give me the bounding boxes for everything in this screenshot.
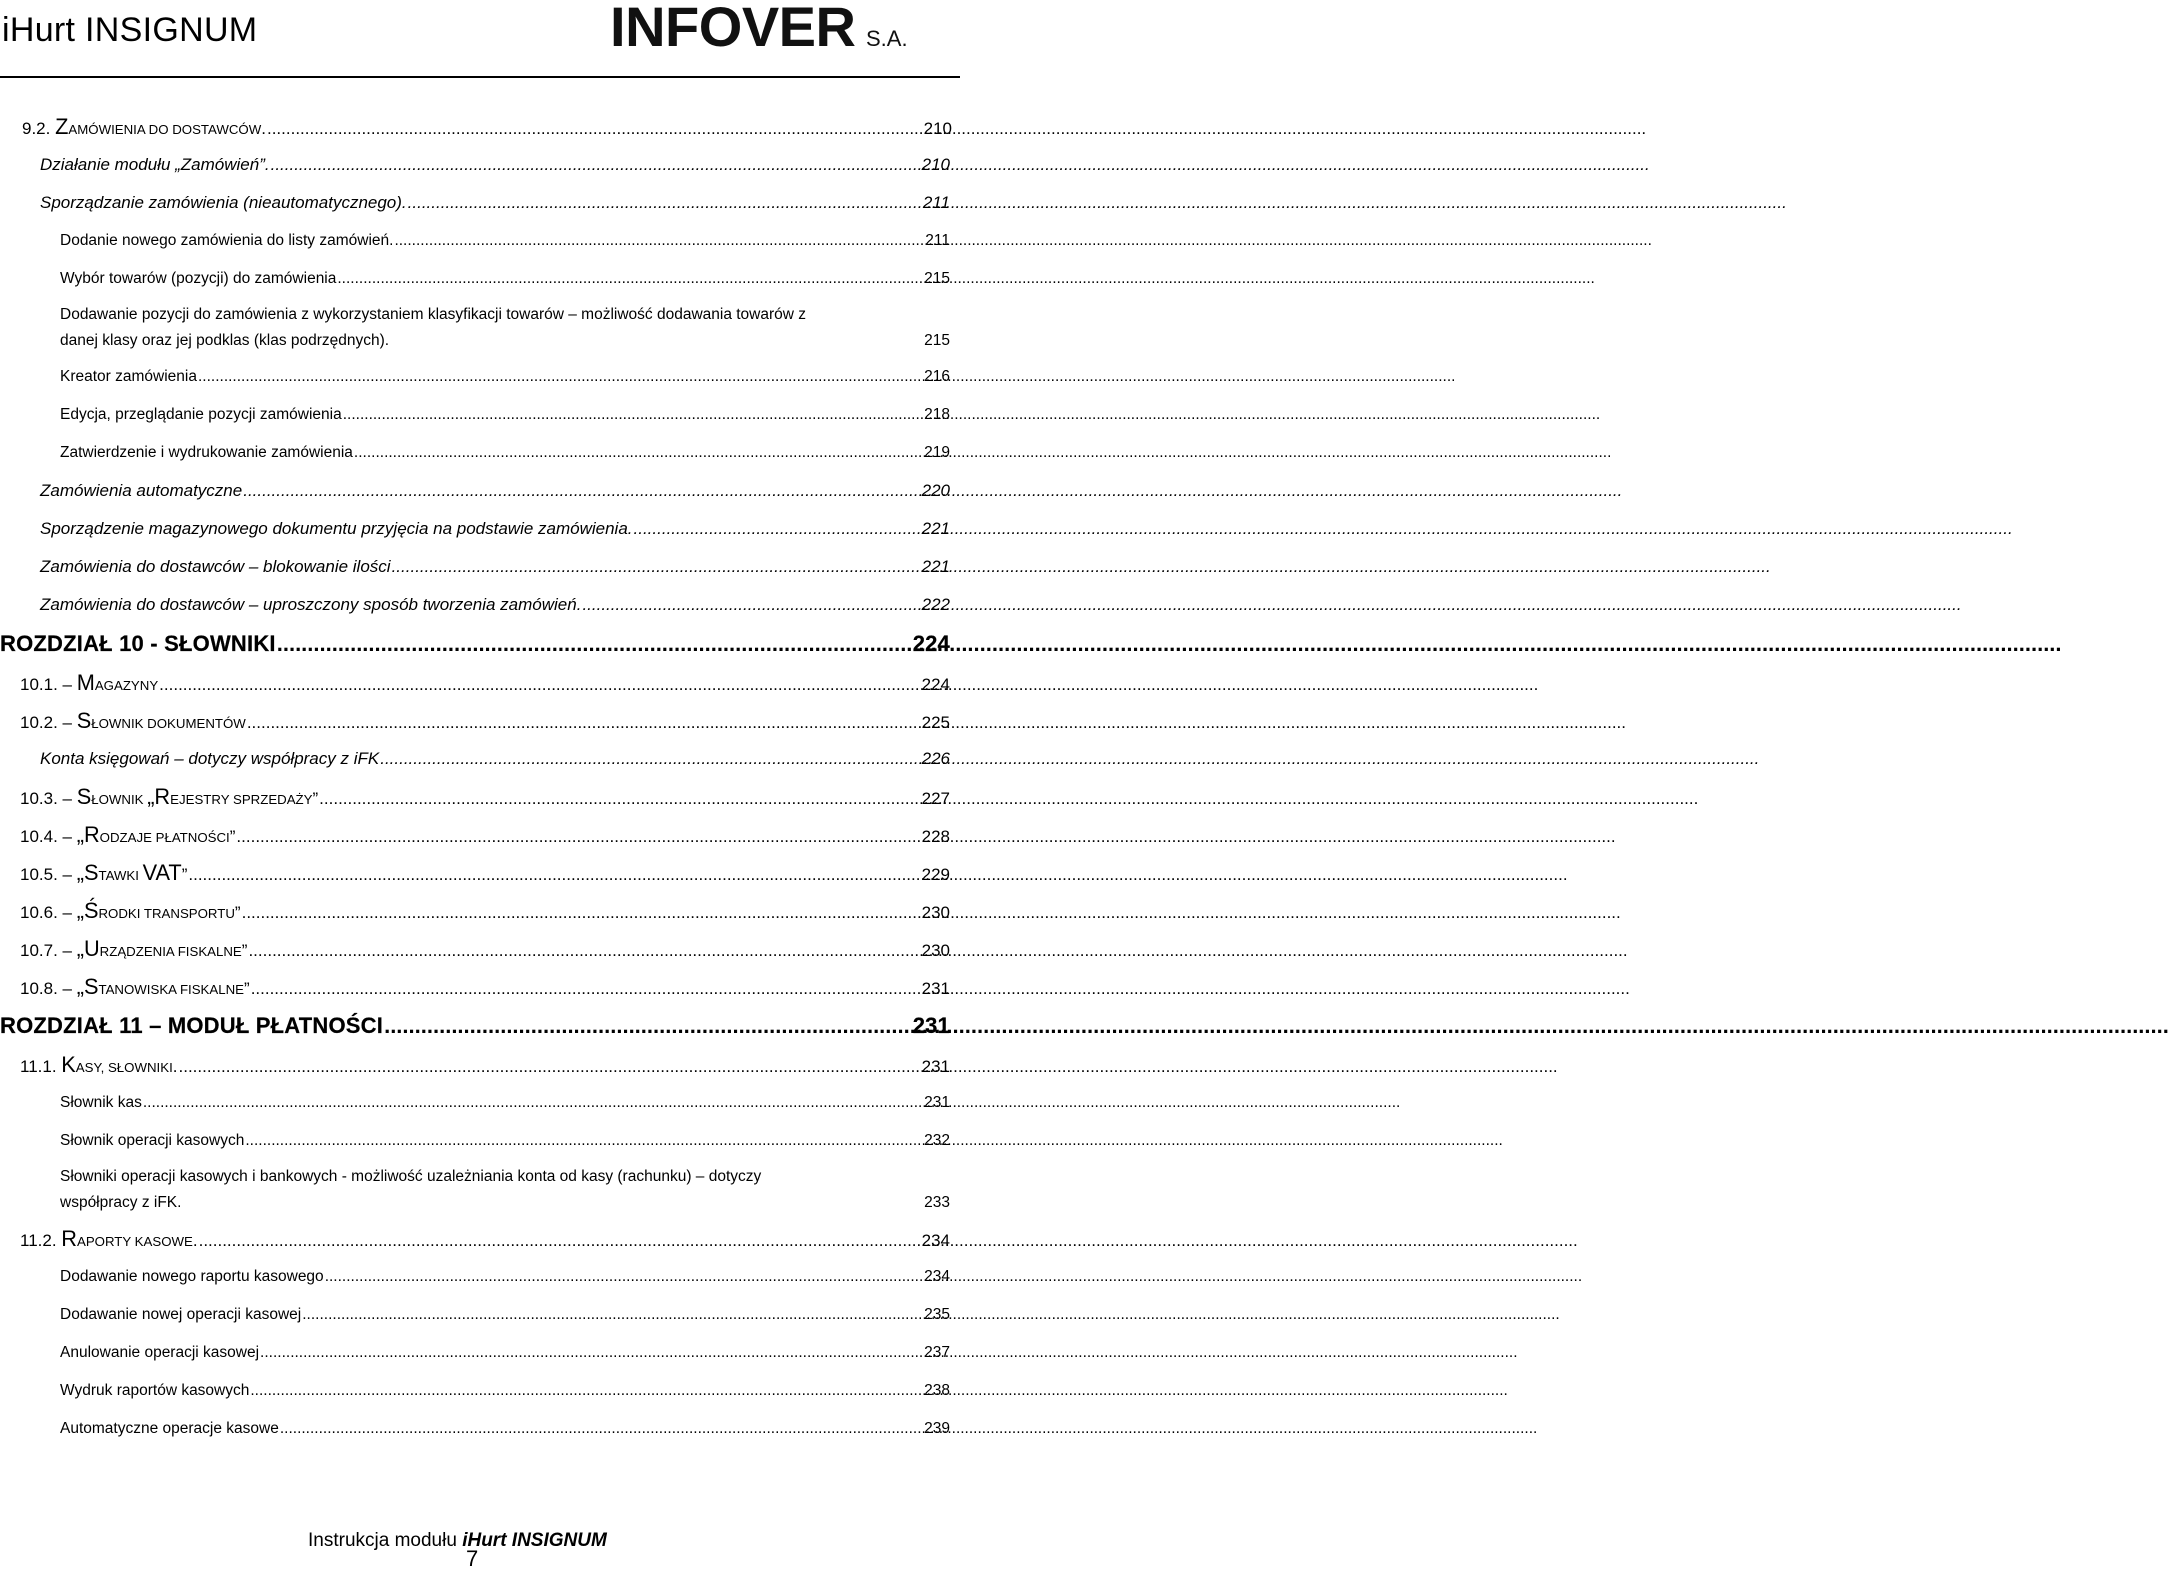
toc-entry[interactable]: Konta księgowań – dotyczy współpracy z iFK ..... 226	[40, 740, 950, 778]
logo-suffix: S.A.	[866, 26, 908, 51]
toc-entry[interactable]: Działanie modułu „Zamówień”. ..... 210	[40, 146, 950, 184]
page-ref: 224	[912, 631, 950, 656]
toc-chapter-11[interactable]: ROZDZIAŁ 11 – MODUŁ PŁATNOŚCI ..... 231	[0, 1006, 950, 1046]
leader-dots	[634, 510, 921, 548]
leader-dots	[248, 932, 920, 970]
toc-entry-multiline[interactable]: Dodawanie pozycji do zamówienia z wykorzystaniem klasyfikacji towarów – możliwość dodawania towarów z danej klasy oraz jej podklas (klas podrzędnych). 215	[60, 298, 950, 358]
toc-entry[interactable]: Kreator zamówienia ..... 216	[60, 358, 950, 396]
page-ref: 234	[921, 1231, 950, 1250]
toc-entry[interactable]: Zamówienia do dostawców – uproszczony sposób tworzenia zamówień. ..... 222	[40, 586, 950, 624]
page-ref: 231	[924, 1094, 950, 1111]
toc-entry-11-1[interactable]: 11.1. KASY, SŁOWNIKI. ..... 231	[20, 1046, 950, 1084]
leader-dots	[354, 434, 923, 472]
leader-dots	[277, 624, 912, 664]
leader-dots	[250, 1372, 923, 1410]
toc-entry[interactable]: Zatwierdzenie i wydrukowanie zamówienia ..... 219	[60, 434, 950, 472]
toc-entry-10-4[interactable]: 10.4. – „RODZAJE PŁATNOŚCI” ..... 228	[20, 816, 950, 854]
leader-dots	[408, 184, 922, 222]
leader-dots	[384, 1006, 912, 1046]
leader-dots	[251, 970, 921, 1008]
leader-dots	[302, 1296, 923, 1334]
page-ref: 216	[924, 368, 950, 385]
page-ref: 231	[921, 979, 950, 998]
page-ref: 219	[924, 444, 950, 461]
toc-entry-10-2[interactable]: 10.2. – SŁOWNIK DOKUMENTÓW ..... 225	[20, 702, 950, 740]
infover-logo	[610, 0, 955, 60]
page-ref: 228	[921, 827, 950, 846]
page-ref: 215	[924, 270, 950, 287]
toc-entry-10-3[interactable]: 10.3. – SŁOWNIK „REJESTRY SPRZEDAŻY” ..... 227	[20, 778, 950, 816]
toc-entry[interactable]: Sporządzanie zamówienia (nieautomatycznego). ..... 211	[40, 184, 950, 222]
page-ref: 220	[921, 481, 950, 500]
page-ref: 231	[912, 1013, 950, 1038]
header-rule	[0, 76, 960, 78]
toc-entry[interactable]: Dodanie nowego zamówienia do listy zamówień. ..... 211	[60, 222, 950, 260]
page-ref: 239	[924, 1420, 950, 1437]
page-ref: 233	[924, 1194, 950, 1211]
footer-product: iHurt INSIGNUM	[462, 1530, 607, 1551]
leader-dots	[394, 222, 924, 260]
leader-dots	[159, 666, 920, 704]
leader-dots	[247, 704, 921, 742]
page-ref: 225	[921, 713, 950, 732]
page-ref: 227	[921, 789, 950, 808]
page-ref: 215	[924, 332, 950, 349]
leader-dots	[392, 548, 921, 586]
toc-entry-10-7[interactable]: 10.7. – „URZĄDZENIA FISKALNE” ..... 230	[20, 930, 950, 968]
leader-dots	[271, 146, 921, 184]
toc-entry[interactable]: Wydruk raportów kasowych ..... 238	[60, 1372, 950, 1410]
page-ref: 229	[921, 865, 950, 884]
table-of-contents	[0, 108, 960, 1448]
leader-dots	[337, 260, 923, 298]
page-number: 7	[466, 1546, 479, 1571]
leader-dots	[260, 1334, 923, 1372]
toc-entry[interactable]: Automatyczne operacje kasowe ..... 239	[60, 1410, 950, 1448]
toc-entry-multiline[interactable]: Słowniki operacji kasowych i bankowych - możliwość uzależniania konta od kasy (rachunku) – dotyczy współpracy z iFK. 233	[60, 1160, 950, 1220]
toc-entry[interactable]: Sporządzenie magazynowego dokumentu przyjęcia na podstawie zamówienia. ..... 221	[40, 510, 950, 548]
page-ref: 230	[921, 903, 950, 922]
page-ref: 221	[921, 519, 950, 538]
leader-dots	[236, 818, 920, 856]
page-ref: 238	[924, 1382, 950, 1399]
toc-entry[interactable]: Dodawanie nowej operacji kasowej ..... 235	[60, 1296, 950, 1334]
toc-entry-11-2[interactable]: 11.2. RAPORTY KASOWE. ..... 234	[20, 1220, 950, 1258]
leader-dots	[245, 1122, 923, 1160]
toc-entry-9-2[interactable]: 9.2. ZAMÓWIENIA DO DOSTAWCÓW. ..... 210	[22, 108, 952, 146]
toc-entry[interactable]: Anulowanie operacji kasowej ..... 237	[60, 1334, 950, 1372]
leader-dots	[179, 1048, 921, 1086]
page-ref: 235	[924, 1306, 950, 1323]
page-ref: 222	[921, 595, 950, 614]
page-ref: 210	[923, 119, 952, 138]
toc-entry[interactable]: Wybór towarów (pozycji) do zamówienia ..... 215	[60, 260, 950, 298]
page-ref: 210	[921, 155, 950, 174]
toc-entry[interactable]: Edycja, przeglądanie pozycji zamówienia ..... 218	[60, 396, 950, 434]
toc-entry[interactable]: Zamówienia automatyczne ..... 220	[40, 472, 950, 510]
footer-title: Instrukcja modułu iHurt INSIGNUM	[308, 1530, 607, 1551]
page-ref: 231	[921, 1057, 950, 1076]
page-ref: 226	[921, 749, 950, 768]
toc-entry-10-5[interactable]: 10.5. – „STAWKI VAT” ..... 229	[20, 854, 950, 892]
leader-dots	[280, 1410, 923, 1448]
leader-dots	[198, 358, 923, 396]
logo-text: INFOVER	[610, 0, 855, 58]
leader-dots	[380, 740, 920, 778]
toc-entry[interactable]: Dodawanie nowego raportu kasowego ..... 234	[60, 1258, 950, 1296]
leader-dots	[143, 1084, 923, 1122]
toc-chapter-10[interactable]: ROZDZIAŁ 10 - SŁOWNIKI ..... 224	[0, 624, 950, 664]
page-ref: 232	[924, 1132, 950, 1149]
page-header	[0, 0, 960, 72]
leader-dots	[242, 894, 921, 932]
page-ref: 211	[925, 232, 950, 249]
leader-dots	[243, 472, 920, 510]
leader-dots	[325, 1258, 923, 1296]
toc-entry-10-6[interactable]: 10.6. – „ŚRODKI TRANSPORTU” ..... 230	[20, 892, 950, 930]
toc-entry[interactable]: Słownik operacji kasowych ..... 232	[60, 1122, 950, 1160]
page-ref: 224	[921, 675, 950, 694]
leader-dots	[267, 110, 923, 148]
page-ref: 237	[924, 1344, 950, 1361]
toc-entry-10-8[interactable]: 10.8. – „STANOWISKA FISKALNE” ..... 231	[20, 968, 950, 1006]
page-ref: 234	[924, 1268, 950, 1285]
leader-dots	[343, 396, 923, 434]
page-ref: 218	[924, 406, 950, 423]
leader-dots	[582, 586, 920, 624]
page-ref: 211	[922, 193, 950, 212]
toc-entry[interactable]: Zamówienia do dostawców – blokowanie ilości ..... 221	[40, 548, 950, 586]
document-title: iHurt INSIGNUM	[2, 11, 258, 49]
page-ref: 221	[921, 557, 950, 576]
leader-dots	[319, 780, 920, 818]
toc-entry[interactable]: Słownik kas ..... 231	[60, 1084, 950, 1122]
page-ref: 230	[921, 941, 950, 960]
toc-entry-10-1[interactable]: 10.1. – MAGAZYNY ..... 224	[20, 664, 950, 702]
leader-dots	[188, 856, 920, 894]
leader-dots	[199, 1222, 921, 1260]
